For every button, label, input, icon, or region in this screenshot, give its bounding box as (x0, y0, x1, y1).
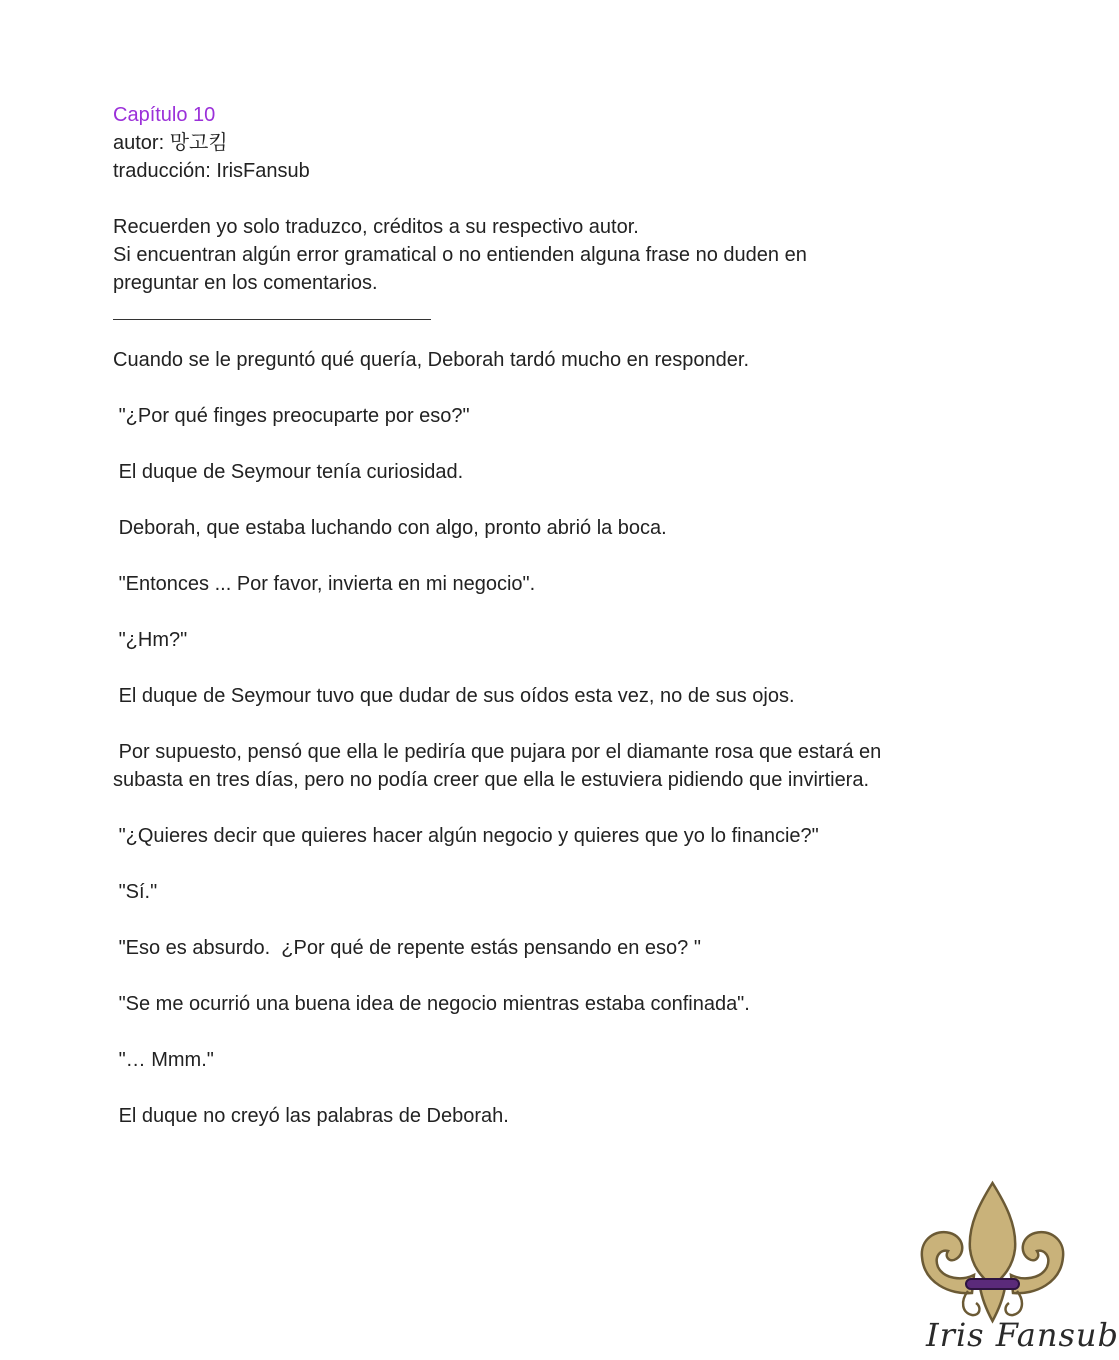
spacer (113, 185, 943, 213)
notice-line-1: Recuerden yo solo traduzco, créditos a su respectivo autor. (113, 216, 639, 238)
paragraph: Cuando se le preguntó qué quería, Deborah tardó mucho en responder. (113, 349, 749, 371)
separator-line (113, 319, 431, 320)
notice-line-3: preguntar en los comentarios. (113, 272, 378, 294)
chapter-title: Capítulo 10 (113, 104, 216, 126)
paragraph-continuation: subasta en tres días, pero no podía creer que ella le estuviera pidiendo que invirtiera. (113, 769, 870, 791)
paragraph: Deborah, que estaba luchando con algo, pronto abrió la boca. (113, 517, 667, 539)
paragraph: "¿Hm?" (113, 629, 188, 651)
paragraph: "… Mmm." (113, 1049, 214, 1071)
paragraph: El duque de Seymour tenía curiosidad. (113, 461, 464, 483)
paragraph: "¿Por qué finges preocuparte por eso?" (113, 405, 470, 427)
logo-text: Iris Fansub (926, 1316, 1119, 1354)
author-line: autor: 망고킴 (113, 132, 228, 154)
paragraph: "¿Quieres decir que quieres hacer algún negocio y quieres que yo lo financie?" (113, 825, 819, 847)
paragraph: "Se me ocurrió una buena idea de negocio mientras estaba confinada". (113, 993, 750, 1015)
paragraph: "Entonces ... Por favor, invierta en mi negocio". (113, 573, 536, 595)
document-page (113, 101, 943, 1130)
paragraph: El duque no creyó las palabras de Deborah. (113, 1105, 509, 1127)
paragraph: El duque de Seymour tuvo que dudar de sus oídos esta vez, no de sus ojos. (113, 685, 795, 707)
paragraph: "Eso es absurdo. ¿Por qué de repente estás pensando en eso? " (113, 937, 701, 959)
translator-line: traducción: IrisFansub (113, 160, 310, 182)
notice-line-2: Si encuentran algún error gramatical o no entienden alguna frase no duden en (113, 244, 807, 266)
paragraph: "Sí." (113, 881, 158, 903)
paragraph: Por supuesto, pensó que ella le pediría que pujara por el diamante rosa que estará en (113, 741, 882, 763)
